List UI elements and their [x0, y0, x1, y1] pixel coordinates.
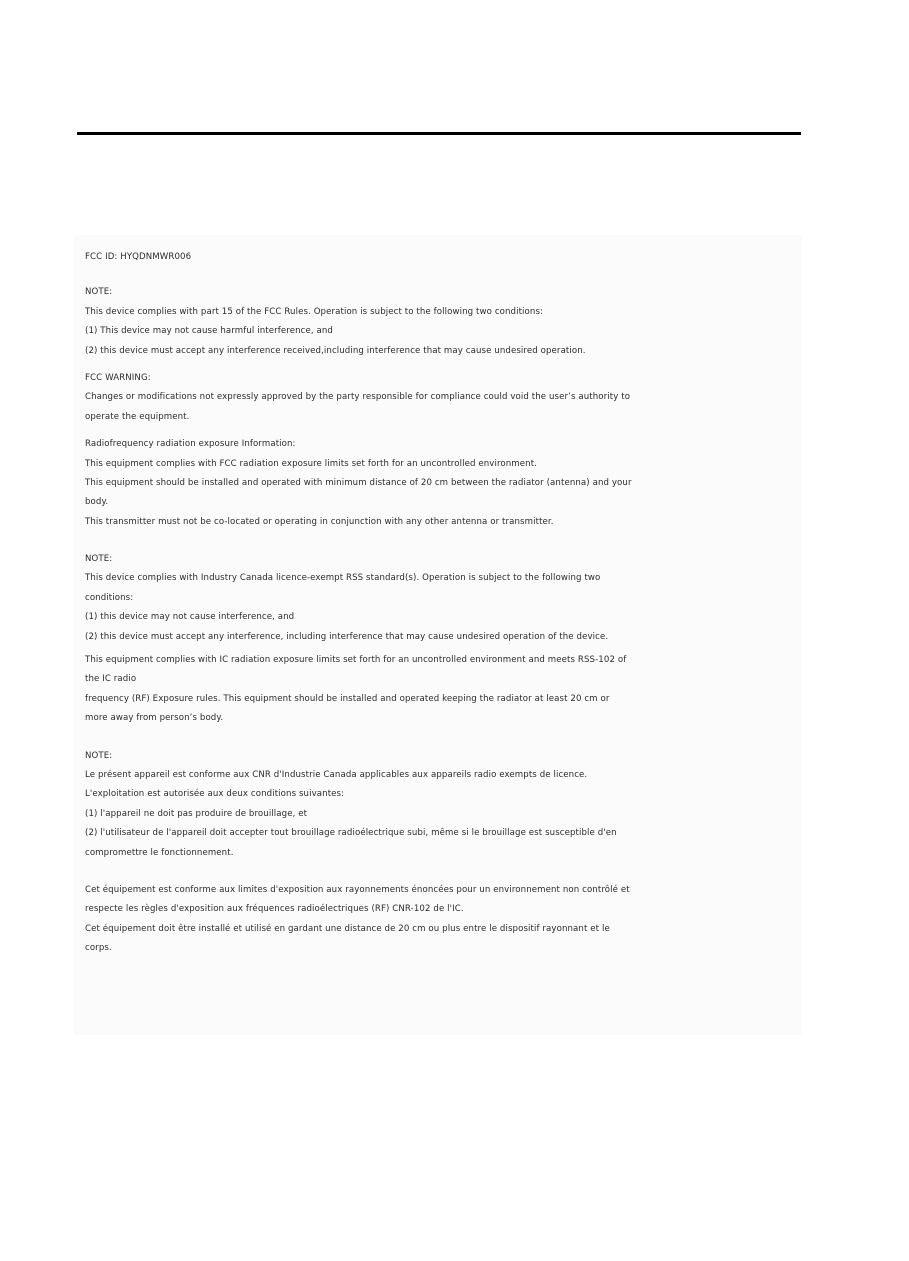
- fr-exposure-line: Cet équipement doit être installé et utilisé en gardant une distance de 20 cm ou plus entre le dispositif rayonnant et le: [85, 923, 610, 934]
- fr-note-line: (1) l'appareil ne doit pas produire de brouillage, et: [85, 808, 308, 819]
- fr-exposure-section: [85, 881, 797, 959]
- rf-exposure-line: This equipment complies with FCC radiation exposure limits set forth for an uncontrolled environment.: [85, 458, 538, 469]
- fr-exposure-line: corps.: [85, 943, 112, 954]
- rf-exposure-section: [85, 435, 797, 532]
- fcc-warning-heading: FCC WARNING:: [85, 372, 151, 383]
- fr-note-heading: NOTE:: [85, 750, 113, 761]
- fr-note-line: compromettre le fonctionnement.: [85, 847, 234, 858]
- ic-exposure-line: more away from person’s body.: [85, 713, 224, 724]
- fr-exposure-line: respecte les règles d'exposition aux fréquences radioélectriques (RF) CNR-102 de l'IC.: [85, 904, 464, 915]
- ic-exposure-line: frequency (RF) Exposure rules. This equipment should be installed and operated keeping the radiator at least 20 cm or: [85, 693, 610, 704]
- fr-note-line: (2) l'utilisateur de l'appareil doit accepter tout brouillage radioélectrique subi, même si le brouillage est susceptible d'en: [85, 828, 617, 839]
- ic-note-line: conditions:: [85, 592, 134, 603]
- fcc-note-section: [85, 283, 797, 361]
- ic-note-line: (1) this device may not cause interference, and: [85, 612, 295, 623]
- ic-exposure-line: This equipment complies with IC radiation exposure limits set forth for an uncontrolled environment and meets RSS-102 of: [85, 655, 627, 666]
- rf-exposure-line: body.: [85, 497, 109, 508]
- ic-note-line: (2) this device must accept any interference, including interference that may cause undesired operation of the device.: [85, 631, 609, 642]
- fr-note-section: [85, 747, 797, 863]
- fcc-note-heading: NOTE:: [85, 287, 113, 298]
- fcc-note-line: This device complies with part 15 of the FCC Rules. Operation is subject to the following two conditions:: [85, 306, 544, 317]
- fcc-note-line: (2) this device must accept any interference received,including interference that may cause undesired operation.: [85, 345, 586, 356]
- ic-exposure-section: [85, 651, 797, 729]
- fcc-note-line: (1) This device may not cause harmful interference, and: [85, 326, 333, 337]
- fr-exposure-line: Cet équipement est conforme aux limites d'exposition aux rayonnements énoncées pour un environnement non contrôlé et: [85, 884, 630, 895]
- ic-exposure-line: the IC radio: [85, 674, 137, 685]
- fr-note-line: Le présent appareil est conforme aux CNR d'Industrie Canada applicables aux appareils radio exempts de licence.: [85, 769, 588, 780]
- rf-exposure-line: This equipment should be installed and operated with minimum distance of 20 cm between the radiator (antenna) and your: [85, 477, 632, 488]
- regulatory-notice: [85, 248, 797, 959]
- header-rule: [77, 132, 801, 135]
- ic-note-heading: NOTE:: [85, 554, 113, 565]
- rf-exposure-heading: Radiofrequency radiation exposure Information:: [85, 439, 296, 450]
- fcc-warning-line: Changes or modifications not expressly approved by the party responsible for compliance could void the user’s authority to: [85, 392, 631, 403]
- fcc-warning-section: [85, 369, 797, 427]
- fcc-id: FCC ID: HYQDNMWR006: [85, 252, 192, 262]
- rf-exposure-line: This transmitter must not be co-located or operating in conjunction with any other antenna or transmitter.: [85, 516, 554, 527]
- ic-note-line: This device complies with Industry Canada licence-exempt RSS standard(s). Operation is subject to the following two: [85, 573, 601, 584]
- fr-note-line: L'exploitation est autorisée aux deux conditions suivantes:: [85, 789, 345, 800]
- fcc-warning-line: operate the equipment.: [85, 411, 190, 422]
- ic-note-section: [85, 550, 797, 647]
